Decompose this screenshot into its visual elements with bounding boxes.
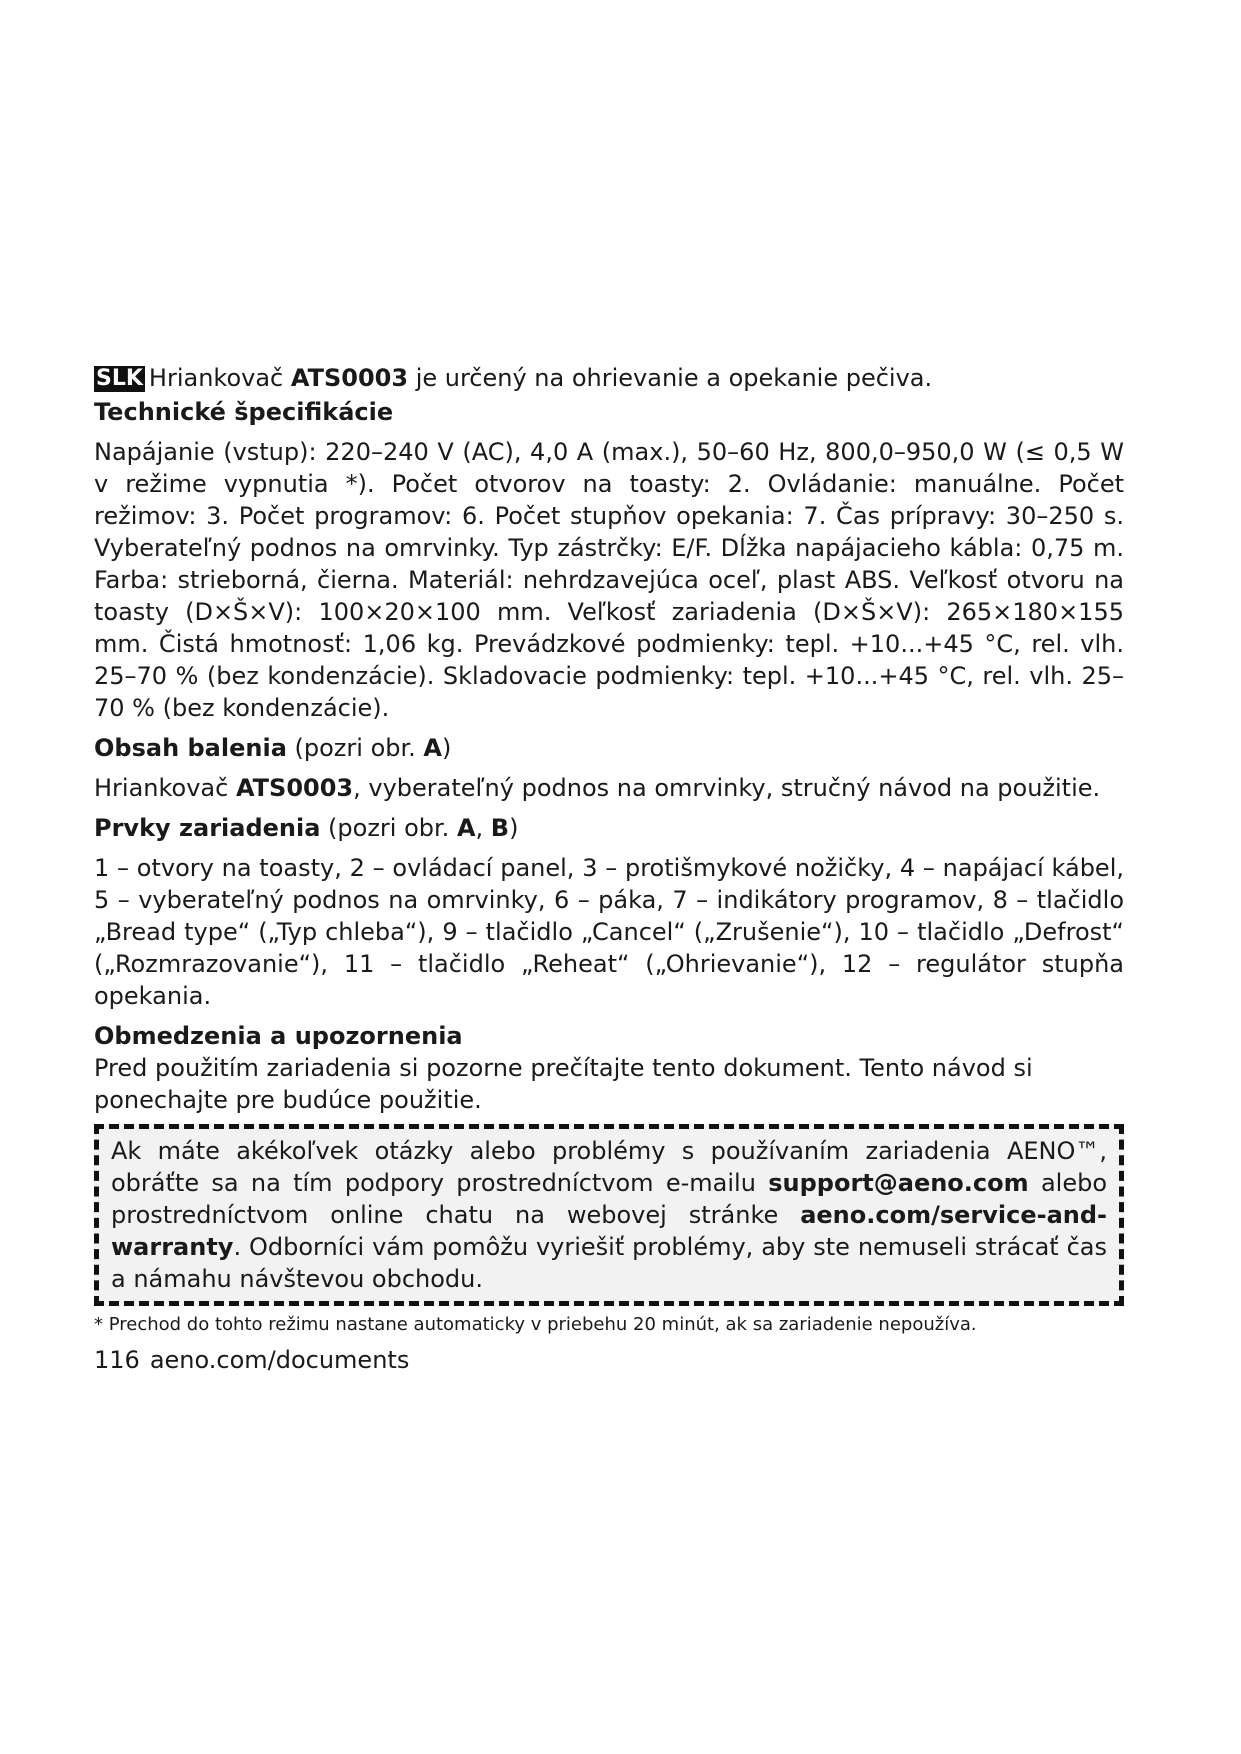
tech-specs-section: [94, 396, 1124, 724]
page-footer: [94, 1344, 1124, 1376]
parts-ref-b: B: [490, 814, 510, 842]
parts-ref-after: ): [509, 814, 519, 842]
parts-ref-a: A: [456, 814, 476, 842]
footnote: * Prechod do tohto režimu nastane automaticky v priebehu 20 minút, ak sa zariadenie nepoužíva.: [94, 1314, 977, 1335]
language-badge: SLK: [96, 366, 143, 391]
parts-heading-title: Prvky zariadenia: [94, 814, 321, 842]
intro-text-after: je určený na ohrievanie a opekanie pečiva.: [408, 364, 933, 392]
package-ref-after: ): [441, 734, 452, 762]
intro-paragraph: [94, 362, 1124, 394]
package-heading-title: Obsah balenia: [94, 734, 287, 762]
parts-ref-before: (pozri obr.: [320, 814, 457, 842]
package-model: ATS0003: [235, 774, 354, 802]
notice-text-3: . Odborníci vám pomôžu vyriešiť problémy, aby ste nemuseli strácať čas a námahu návštevou obchodu.: [111, 1233, 1107, 1293]
package-text-after: , vyberateľný podnos na omrvinky, stručný návod na použitie.: [353, 774, 1101, 802]
notice-text-2: alebo prostredníctvom online chatu na webovej stránke: [111, 1169, 1107, 1229]
package-text-before: Hriankovač: [94, 774, 236, 802]
support-email[interactable]: support@aeno.com: [768, 1169, 1029, 1197]
tech-specs-heading: Technické špecifikácie: [94, 398, 394, 426]
documents-url[interactable]: aeno.com/documents: [149, 1346, 410, 1374]
package-heading: [94, 732, 1124, 764]
document-page: [94, 362, 1124, 1376]
package-ref-a: A: [423, 734, 442, 762]
parts-ref-sep: ,: [475, 814, 491, 842]
parts-heading: [94, 812, 1124, 844]
page-number: 116: [94, 1346, 140, 1374]
service-url[interactable]: aeno.com/service-and-warranty: [111, 1201, 1107, 1261]
warnings-text: Pred použitím zariadenia si pozorne prečítajte tento dokument. Tento návod si ponechajte pre budúce použitie.: [94, 1054, 1033, 1114]
package-text: [94, 772, 1124, 804]
tech-specs-text: Napájanie (vstup): 220–240 V (AC), 4,0 A (max.), 50–60 Hz, 800,0–950,0 W (≤ 0,5 W v režime vypnutia *). Počet otvorov na toasty: 2. Ovládanie: manuálne. Počet režimov: 3. Počet programov: 6. Počet stupňov opekania: 7. Čas prípravy: 30–250 s. Vyberateľný podnos na omrvinky. Typ zástrčky: E/F. Dĺžka napájacieho kábla: 0,75 m. Farba: strieborná, čierna. Materiál: nehrdzavejúca oceľ, plast ABS. Veľkosť otvoru na toasty (D×Š×V): 100×20×100 mm. Veľkosť zariadenia (D×Š×V): 265×180×155 mm. Čistá hmotnosť: 1,06 kg. Prevádzkové podmienky: tepl. +10...+45 °C, rel. vlh. 25–70 % (bez kondenzácie). Skladovacie podmienky: tepl. +10...+45 °C, rel. vlh. 25–70 % (bez kondenzácie).: [94, 438, 1124, 722]
parts-text: 1 – otvory na toasty, 2 – ovládací panel, 3 – protišmykové nožičky, 4 – napájací kábel, 5 – vyberateľný podnos na omrvinky, 6 – páka, 7 – indikátory programov, 8 – tlačidlo „Bread type“ („Typ chleba“), 9 – tlačidlo „Cancel“ („Zrušenie“), 10 – tlačidlo „Defrost“ („Rozmrazovanie“), 11 – tlačidlo „Reheat“ („Ohrievanie“), 12 – regulátor stupňa opekania.: [94, 854, 1124, 1010]
notice-text-1: Ak máte akékoľvek otázky alebo problémy s používaním zariadenia AENO™, obráťte sa na tím podpory prostredníctvom e-mailu: [111, 1137, 1107, 1197]
parts-section: [94, 812, 1124, 1012]
package-section: [94, 732, 1124, 804]
warnings-heading: Obmedzenia a upozornenia: [94, 1022, 463, 1050]
warnings-section: [94, 1020, 1124, 1116]
package-ref-before: (pozri obr.: [286, 734, 424, 762]
intro-text-before: Hriankovač: [148, 364, 291, 392]
intro-model: ATS0003: [290, 364, 409, 392]
support-notice-box: [94, 1124, 1124, 1306]
